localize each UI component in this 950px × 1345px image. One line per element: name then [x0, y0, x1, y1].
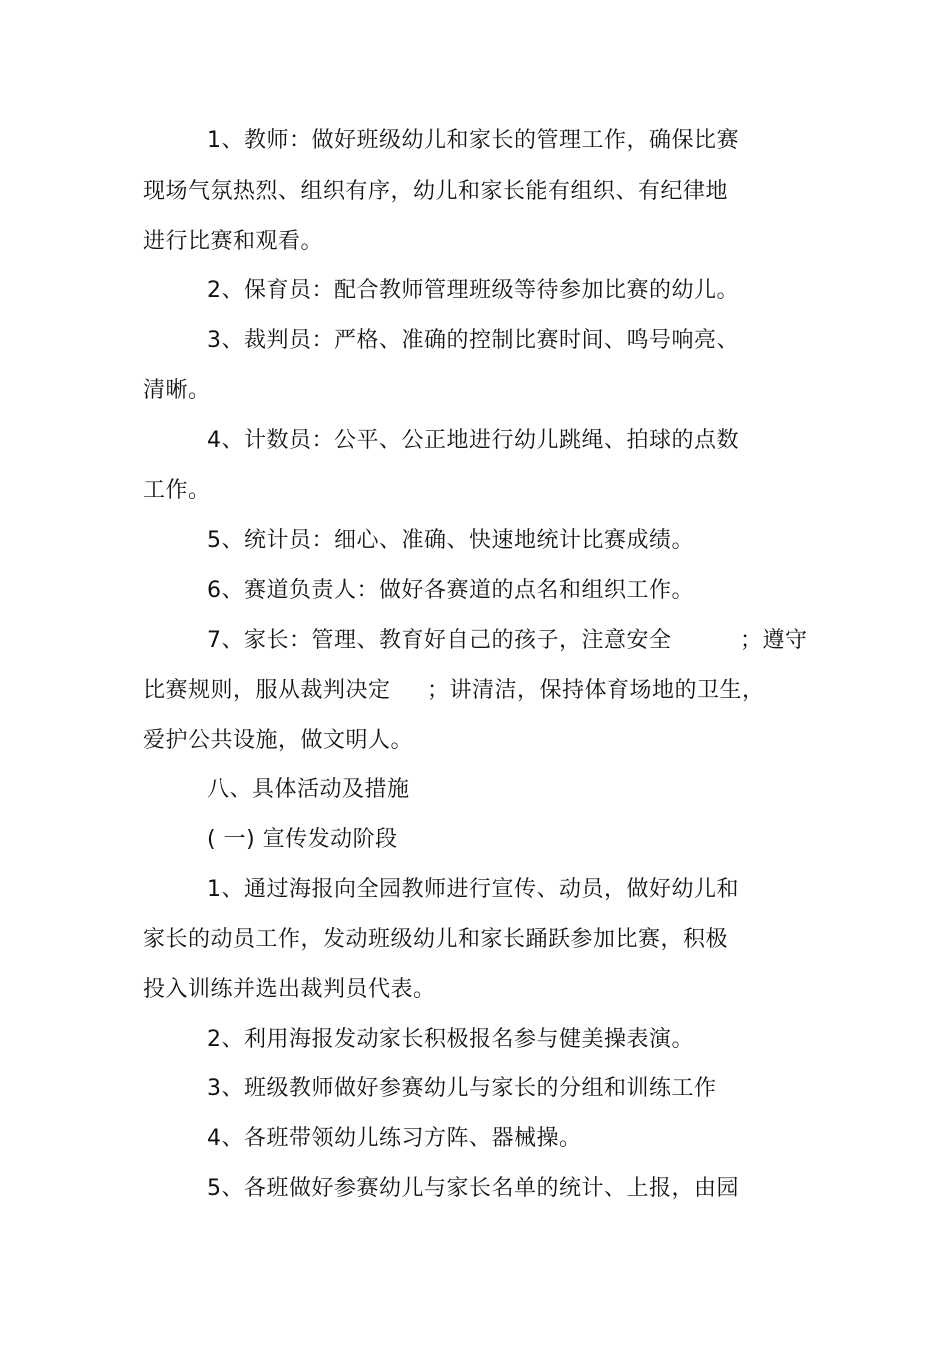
text-line: 5、各班做好参赛幼儿与家长名单的统计、上报，由园	[207, 1176, 739, 1201]
text-line: 2、利用海报发动家长积极报名参与健美操表演。	[207, 1027, 694, 1052]
text-line: 投入训练并选出裁判员代表。	[143, 977, 436, 1002]
text-line: 家长的动员工作，发动班级幼儿和家长踊跃参加比赛，积极	[143, 927, 729, 952]
text-line: 1、通过海报向全园教师进行宣传、动员，做好幼儿和	[207, 877, 739, 902]
text-line: 1、教师：做好班级幼儿和家长的管理工作，确保比赛	[207, 128, 739, 153]
text-line: 工作。	[143, 478, 211, 503]
text-line: 爱护公共设施，做文明人。	[143, 728, 414, 753]
text-line: 7、家长：管理、教育好自己的孩子，注意安全	[207, 628, 672, 653]
section-heading: 八、具体活动及措施	[207, 777, 410, 802]
subsection-heading: ( 一) 宣传发动阶段	[207, 827, 398, 852]
text-line: ；讲清洁，保持体育场地的卫生，	[427, 678, 765, 703]
text-line: 4、各班带领幼儿练习方阵、器械操。	[207, 1126, 582, 1151]
text-line: 比赛规则，服从裁判决定	[143, 678, 391, 703]
text-line: 3、裁判员：严格、准确的控制比赛时间、鸣号响亮、	[207, 328, 739, 353]
text-line: 6、赛道负责人：做好各赛道的点名和组织工作。	[207, 578, 694, 603]
text-line: 进行比赛和观看。	[143, 229, 324, 254]
text-line: 4、计数员：公平、公正地进行幼儿跳绳、拍球的点数	[207, 428, 739, 453]
text-line: 5、统计员：细心、准确、快速地统计比赛成绩。	[207, 528, 694, 553]
text-line: 清晰。	[143, 378, 211, 403]
text-line: ；遵守	[740, 628, 808, 653]
text-line: 3、班级教师做好参赛幼儿与家长的分组和训练工作	[207, 1076, 717, 1101]
text-line: 2、保育员：配合教师管理班级等待参加比赛的幼儿。	[207, 278, 739, 303]
text-line: 现场气氛热烈、组织有序，幼儿和家长能有组织、有纪律地	[143, 179, 729, 204]
